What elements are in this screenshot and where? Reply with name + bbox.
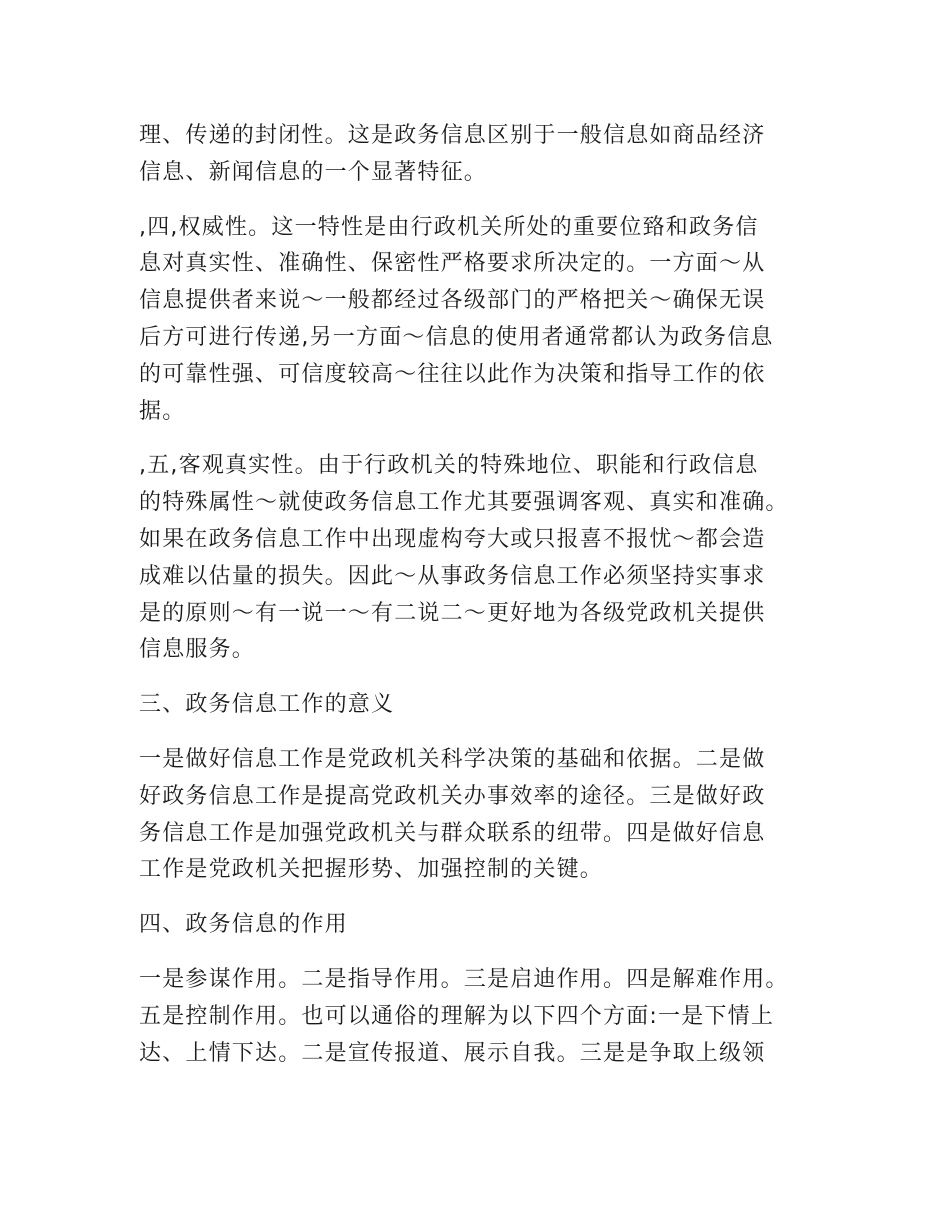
paragraph-authority: ,四,权威性。这一特性是由行政机关所处的重要位臵和政务信 息对真实性、准确性、保密性严格要求所决定的。一方面～从 信息提供者来说～一般都经过各级部门的严格把关～确保无误 后方可进行传递,另一方面～信息的使用者通常都认为政务信息 的可靠性强、可信度较高～往往以此作为决策和指导工作的依 据。 [139, 214, 774, 424]
paragraph-functions: 一是参谋作用。二是指导作用。三是启迪作用。四是解难作用。 五是控制作用。也可以通俗的理解为以下四个方面:一是下情上 达、上情下达。二是宣传报道、展示自我。三是是争取上级领 [139, 966, 789, 1066]
section-heading-significance: 三、政务信息工作的意义 [139, 692, 395, 718]
section-heading-functions: 四、政务信息的作用 [139, 912, 348, 938]
paragraph-gap [139, 944, 811, 962]
paragraph-gap [139, 192, 811, 210]
paragraph-closure: 理、传递的封闭性。这是政务信息区别于一般信息如商品经济 信息、新闻信息的一个显著特征。 [139, 123, 766, 185]
paragraph-gap [139, 889, 811, 907]
paragraph-gap [139, 724, 811, 742]
paragraph-significance: 一是做好信息工作是党政机关科学决策的基础和依据。二是做 好政务信息工作是提高党政机关办事效率的途径。三是做好政 务信息工作是加强党政机关与群众联系的纽带。四是做好信息 工作是党政机关把握形势、加强控制的关键。 [139, 746, 766, 883]
paragraph-objectivity: ,五,客观真实性。由于行政机关的特殊地位、职能和行政信息 的特殊属性～就使政务信息工作尤其要强调客观、真实和准确。 如果在政务信息工作中出现虚构夸大或只报喜不报忧～都会造 成难以估量的损失。因此～从事政务信息工作必须坚持实事求 是的原则～有一说一～有二说二～更好地为各级党政机关提供 信息服务。 [139, 453, 789, 663]
document-body [139, 118, 811, 1072]
paragraph-gap [139, 669, 811, 687]
paragraph-gap [139, 430, 811, 448]
